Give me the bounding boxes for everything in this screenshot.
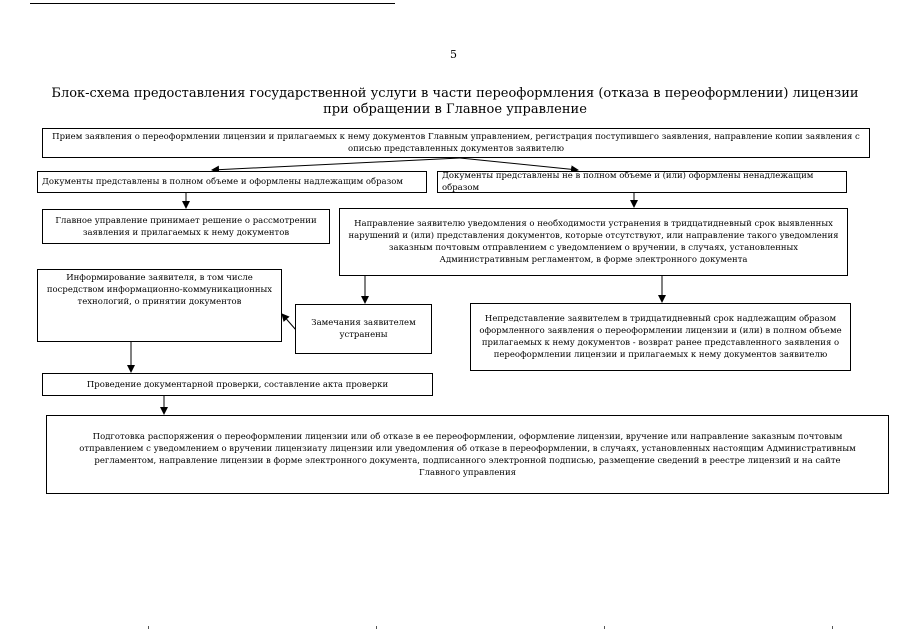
box-informing bbox=[37, 269, 282, 342]
footer-tick bbox=[832, 626, 833, 629]
box-docs-complete-text: Документы представлены в полном объеме и оформлены надлежащим образом bbox=[42, 177, 403, 187]
footer-tick bbox=[376, 626, 377, 629]
page-number: 5 bbox=[450, 48, 457, 61]
page-title: Блок-схема предоставления государственной услуги в части переоформления (отказа в переоформлении) лицензии при обращении в Главное управление bbox=[51, 86, 859, 117]
box-decision-text: Главное управление принимает решение о рассмотрении заявления и прилагаемых к нему документов bbox=[55, 215, 317, 238]
box-informing-text: Информирование заявителя, в том числе посредством информационно-коммуникационных технологий, о принятии документов bbox=[46, 273, 273, 307]
box-receipt bbox=[42, 128, 870, 158]
footer-tick bbox=[604, 626, 605, 629]
box-not-submitted bbox=[470, 303, 851, 371]
box-docs-complete bbox=[37, 171, 427, 193]
box-final bbox=[46, 415, 889, 494]
box-decision bbox=[42, 209, 330, 244]
box-docs-incomplete bbox=[437, 171, 847, 193]
box-not-submitted-text: Непредставление заявителем в тридцатидневный срок надлежащим образом оформленного заявления о переоформлении лицензии и (или) в полном объеме прилагаемых к нему документов - возврат ранее представленного заявления о переоформлении лицензии и прилагаемых к нему документов заявителю bbox=[479, 314, 842, 360]
box-notification-text: Направление заявителю уведомления о необходимости устранения в тридцатидневный срок выявленных нарушений и (или) представления документов, которые отсутствуют, или направление такого уведомления заказным почтовым отправлением с уведомлением о вручении, в случаях, установленных Административным регламентом, в форме электронного документа bbox=[348, 219, 839, 265]
box-inspection bbox=[42, 373, 433, 396]
arrow-receipt-to-incomplete bbox=[460, 158, 578, 170]
box-docs-incomplete-text: Документы представлены не в полном объеме и (или) оформлены ненадлежащим образом bbox=[442, 171, 814, 193]
footer-tick bbox=[148, 626, 149, 629]
box-notification bbox=[339, 208, 848, 276]
box-inspection-text: Проведение документарной проверки, составление акта проверки bbox=[86, 379, 389, 390]
arrow-remarks-to-informing bbox=[282, 314, 296, 330]
arrow-receipt-to-complete bbox=[212, 158, 460, 170]
box-final-text: Подготовка распоряжения о переоформлении лицензии или об отказе в ее переоформлении, оформление лицензии, вручение или направление заказным почтовым отправлением с уведомлением о вручении лицензиату лицензии или уведомления об отказе в переоформлении, в случаях, установленных настоящим Административным регламентом, направление лицензии в форме электронного документа, подписанного электронной подписью, размещение сведений в реестре лицензий и на сайте Главного управления bbox=[79, 431, 856, 478]
box-receipt-text: Прием заявления о переоформлении лицензии и прилагаемых к нему документов Главным управлением, регистрация поступившего заявления, направление копии заявления с описью представленных документов заявителю bbox=[52, 132, 860, 154]
box-remarks-fixed-text: Замечания заявителем устранены bbox=[311, 318, 416, 340]
box-remarks-fixed bbox=[295, 304, 432, 354]
